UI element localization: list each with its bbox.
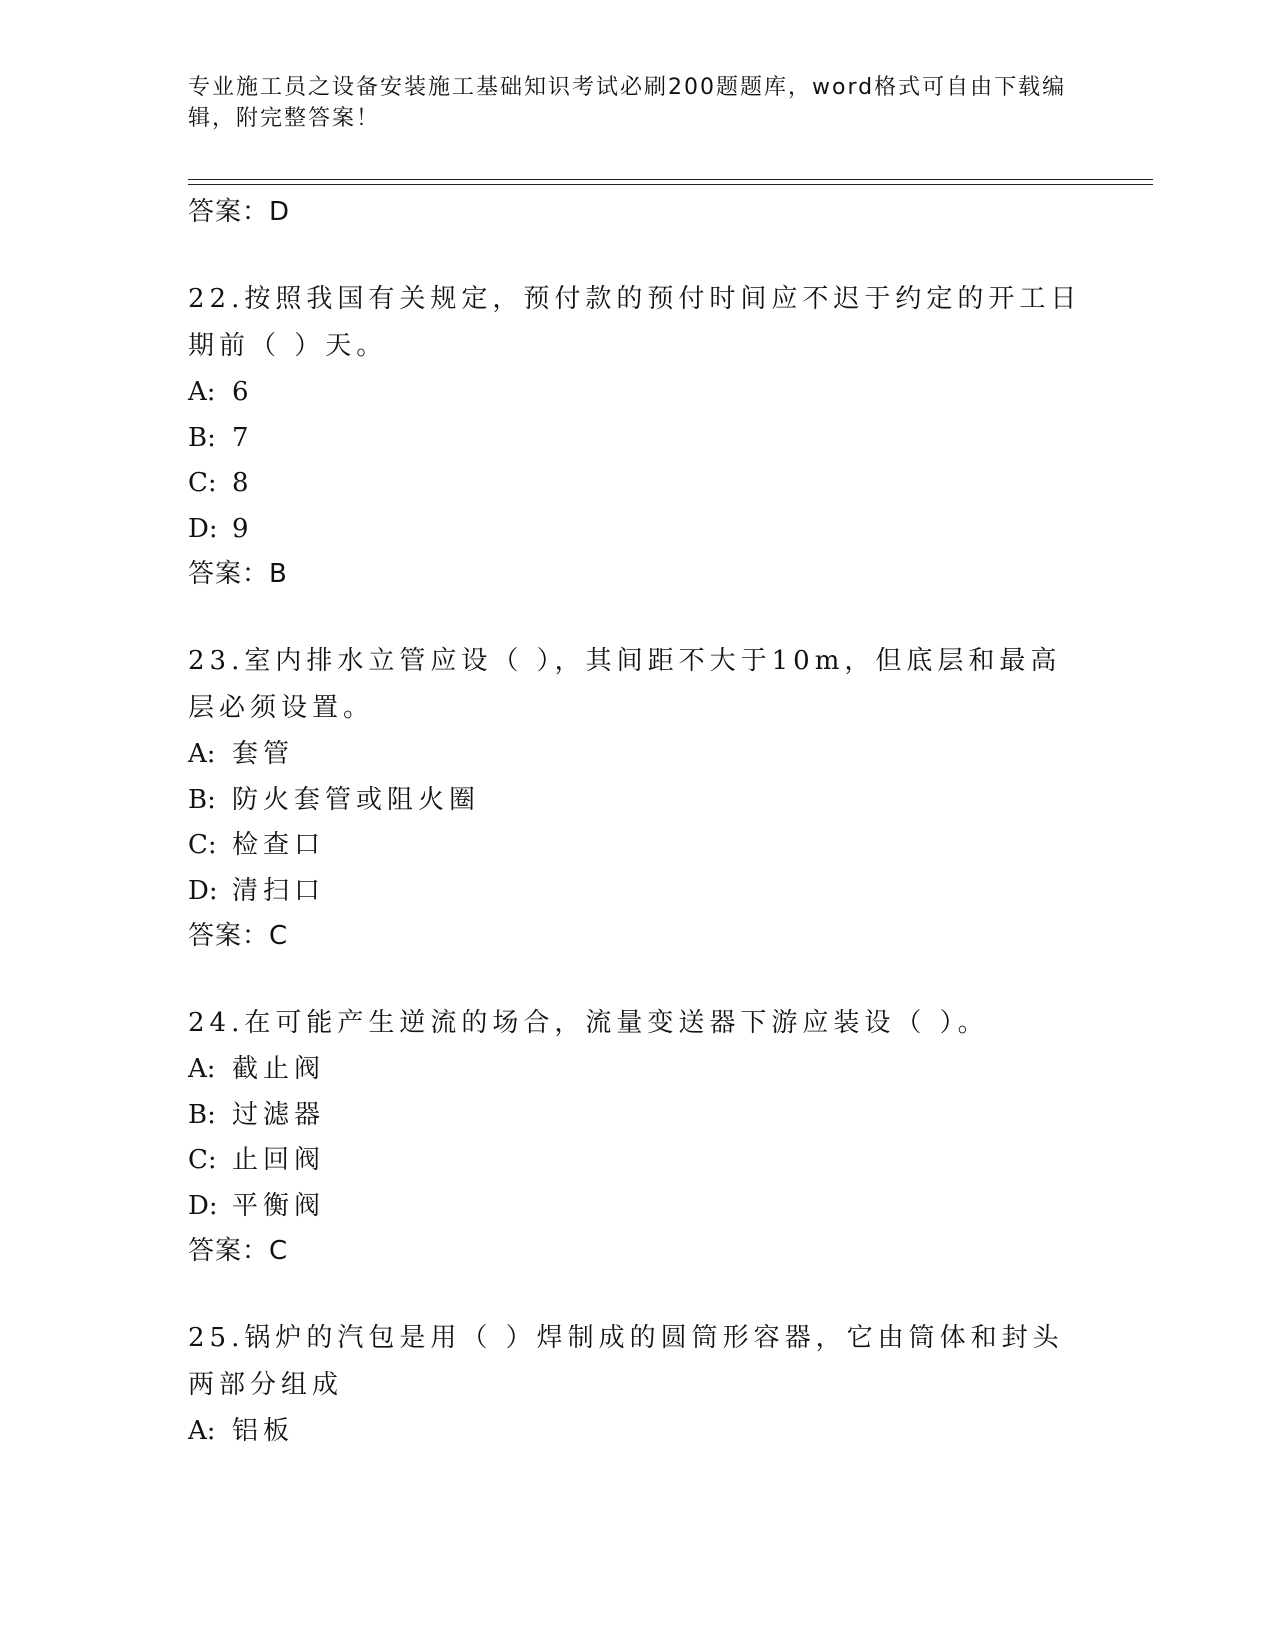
option-item [188, 370, 1088, 416]
option-item [188, 1184, 1088, 1230]
option-letter: D: [188, 875, 218, 906]
option-letter: B: [188, 784, 216, 815]
option-text: 8 [232, 468, 254, 498]
question-item [188, 1315, 1088, 1455]
option-text: 清扫口 [232, 875, 326, 906]
option-letter: A: [188, 739, 216, 769]
option-item [188, 1047, 1088, 1093]
option-item [188, 1093, 1088, 1139]
header-rule-top [188, 179, 1153, 180]
option-item [188, 507, 1088, 553]
header-rule-bottom [188, 184, 1153, 185]
option-letter: A: [188, 1416, 216, 1446]
question-stem: 25.锅炉的汽包是用（ ）焊制成的圆筒形容器，它由筒体和封头两部分组成 [188, 1323, 1064, 1400]
option-item [188, 778, 1088, 824]
option-text: 铝板 [232, 1416, 295, 1446]
option-item [188, 416, 1088, 462]
option-text: 7 [232, 422, 254, 453]
option-text: 平衡阀 [232, 1190, 326, 1221]
document-header: 专业施工员之设备安装施工基础知识考试必刷200题题库，word格式可自由下载编辑，附完整答案！ [188, 75, 1067, 131]
option-letter: B: [188, 422, 216, 453]
answer-label: 答案：D [188, 197, 291, 227]
answer-label: 答案：C [188, 921, 289, 951]
option-item [188, 869, 1088, 915]
option-text: 检查口 [232, 830, 326, 860]
option-text: 套管 [232, 739, 295, 769]
option-item [188, 461, 1088, 507]
option-letter: A: [188, 1054, 216, 1084]
question-stem: 22.按照我国有关规定，预付款的预付时间应不迟于约定的开工日期前（ ）天。 [188, 284, 1082, 361]
option-letter: C: [188, 830, 217, 860]
question-stem: 23.室内排水立管应设（ ），其间距不大于10m，但底层和最高层必须设置。 [188, 646, 1062, 723]
option-item [188, 1409, 1088, 1455]
question-item [188, 276, 1088, 596]
answer-label: 答案：B [188, 559, 288, 589]
option-letter: B: [188, 1099, 216, 1130]
option-letter: C: [188, 468, 217, 498]
question-item [188, 1000, 1088, 1273]
question-item [188, 638, 1088, 958]
option-text: 9 [232, 513, 254, 544]
option-text: 止回阀 [232, 1145, 326, 1175]
option-letter: D: [188, 513, 218, 544]
option-letter: D: [188, 1190, 218, 1221]
option-text: 防火套管或阻火圈 [232, 784, 481, 815]
option-item [188, 732, 1088, 778]
answer-label: 答案：C [188, 1236, 289, 1266]
option-item [188, 1138, 1088, 1184]
question-stem: 24.在可能产生逆流的场合，流量变送器下游应装设（ ）。 [188, 1008, 989, 1038]
question-list [188, 190, 1088, 1455]
option-item [188, 823, 1088, 869]
option-text: 6 [232, 377, 254, 407]
option-text: 截止阀 [232, 1054, 326, 1084]
option-letter: C: [188, 1145, 217, 1175]
option-letter: A: [188, 377, 216, 407]
option-text: 过滤器 [232, 1099, 326, 1130]
